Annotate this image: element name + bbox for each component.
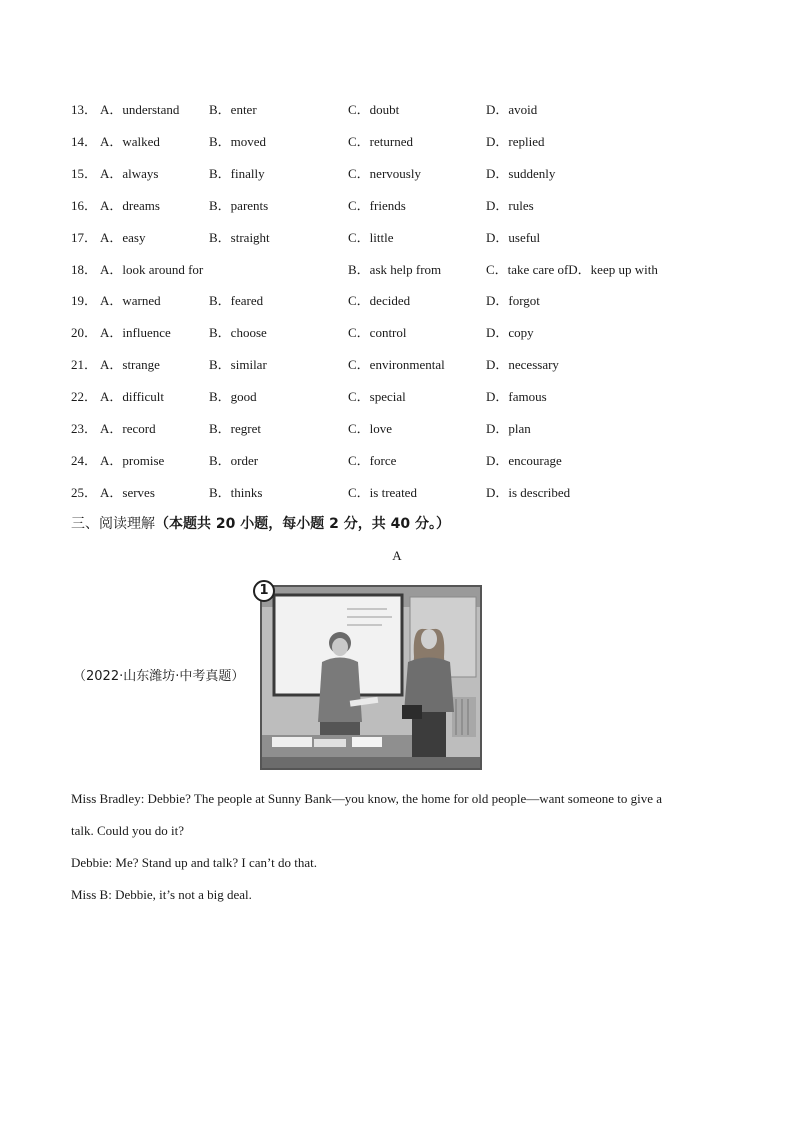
option-b: B．moved	[209, 134, 267, 149]
option-c: C．doubt	[348, 102, 400, 117]
option-a: A．dreams	[100, 198, 160, 213]
option-a: A．difficult	[100, 389, 165, 404]
source-tag: （2022·山东潍坊·中考真题）	[73, 669, 245, 684]
question-number: 15．	[71, 166, 98, 181]
option-b: B．similar	[209, 357, 267, 372]
option-a: A．always	[100, 166, 159, 181]
question-number: 17．	[71, 230, 98, 245]
section-title	[71, 514, 450, 534]
option-b: B．enter	[209, 102, 257, 117]
option-d: D．avoid	[486, 102, 538, 117]
option-c: C．environmental	[348, 357, 445, 372]
section-detail: （本题共 20 小题，每小题 2 分，共 40 分。）	[155, 516, 450, 532]
option-d: D．famous	[486, 389, 547, 404]
option-d: D．rules	[486, 198, 534, 213]
option-d: D．plan	[486, 421, 531, 436]
option-a: A．walked	[100, 134, 160, 149]
option-b: B．feared	[209, 293, 264, 308]
dialog-line-1: Miss Bradley: Debbie? The people at Sunny Bank—you know, the home for old people—want someone to give a	[71, 791, 663, 806]
dialog-line-4: Miss B: Debbie, it’s not a big deal.	[71, 887, 252, 902]
option-c: B．ask help from	[348, 262, 442, 277]
dialog-line-3: Debbie: Me? Stand up and talk? I can’t do that.	[71, 855, 317, 870]
option-a: A．understand	[100, 102, 180, 117]
option-c: C．control	[348, 325, 407, 340]
option-c: C．nervously	[348, 166, 421, 181]
option-c: C．love	[348, 421, 393, 436]
option-b: B．straight	[209, 230, 270, 245]
question-number: 20．	[71, 325, 98, 340]
question-number: 19．	[71, 293, 98, 308]
question-number: 24．	[71, 453, 98, 468]
option-d: D．useful	[486, 230, 541, 245]
option-c: C．returned	[348, 134, 413, 149]
option-a: A．influence	[100, 325, 171, 340]
question-number: 21．	[71, 357, 98, 372]
option-b: B．good	[209, 389, 257, 404]
option-d: D．encourage	[486, 453, 562, 468]
option-b: B．choose	[209, 325, 267, 340]
option-a: A．look around for	[100, 262, 204, 277]
option-c: C．friends	[348, 198, 406, 213]
dialog-line-2: talk. Could you do it?	[71, 823, 185, 838]
option-d: C．take care ofD．keep up with	[486, 262, 658, 277]
option-b: B．finally	[209, 166, 265, 181]
option-c: C．little	[348, 230, 394, 245]
option-d: D．is described	[486, 485, 571, 500]
option-d: D．replied	[486, 134, 545, 149]
question-number: 16．	[71, 198, 98, 213]
option-a: A．serves	[100, 485, 155, 500]
option-b: B．order	[209, 453, 259, 468]
option-d: D．necessary	[486, 357, 559, 372]
section-prefix: 三、阅读理解	[71, 516, 155, 532]
classroom-photo	[260, 585, 482, 770]
question-number: 22．	[71, 389, 98, 404]
question-number: 18．	[71, 262, 98, 277]
option-d: D．forgot	[486, 293, 540, 308]
classroom-illustration	[262, 587, 480, 768]
photo-number-badge: 1	[253, 580, 275, 602]
option-a: A．warned	[100, 293, 161, 308]
option-a: A．strange	[100, 357, 160, 372]
option-b: B．parents	[209, 198, 269, 213]
option-a: A．promise	[100, 453, 165, 468]
option-a: A．record	[100, 421, 156, 436]
option-a: A．easy	[100, 230, 146, 245]
option-b: B．regret	[209, 421, 261, 436]
question-number: 25．	[71, 485, 98, 500]
option-c: C．special	[348, 389, 406, 404]
question-number: 14．	[71, 134, 98, 149]
option-c: C．force	[348, 453, 397, 468]
option-d: D．suddenly	[486, 166, 556, 181]
option-c: C．is treated	[348, 485, 417, 500]
option-d: D．copy	[486, 325, 534, 340]
question-number: 13．	[71, 102, 98, 117]
option-c: C．decided	[348, 293, 411, 308]
question-number: 23．	[71, 421, 98, 436]
passage-letter: A	[392, 548, 402, 563]
option-b: B．thinks	[209, 485, 263, 500]
